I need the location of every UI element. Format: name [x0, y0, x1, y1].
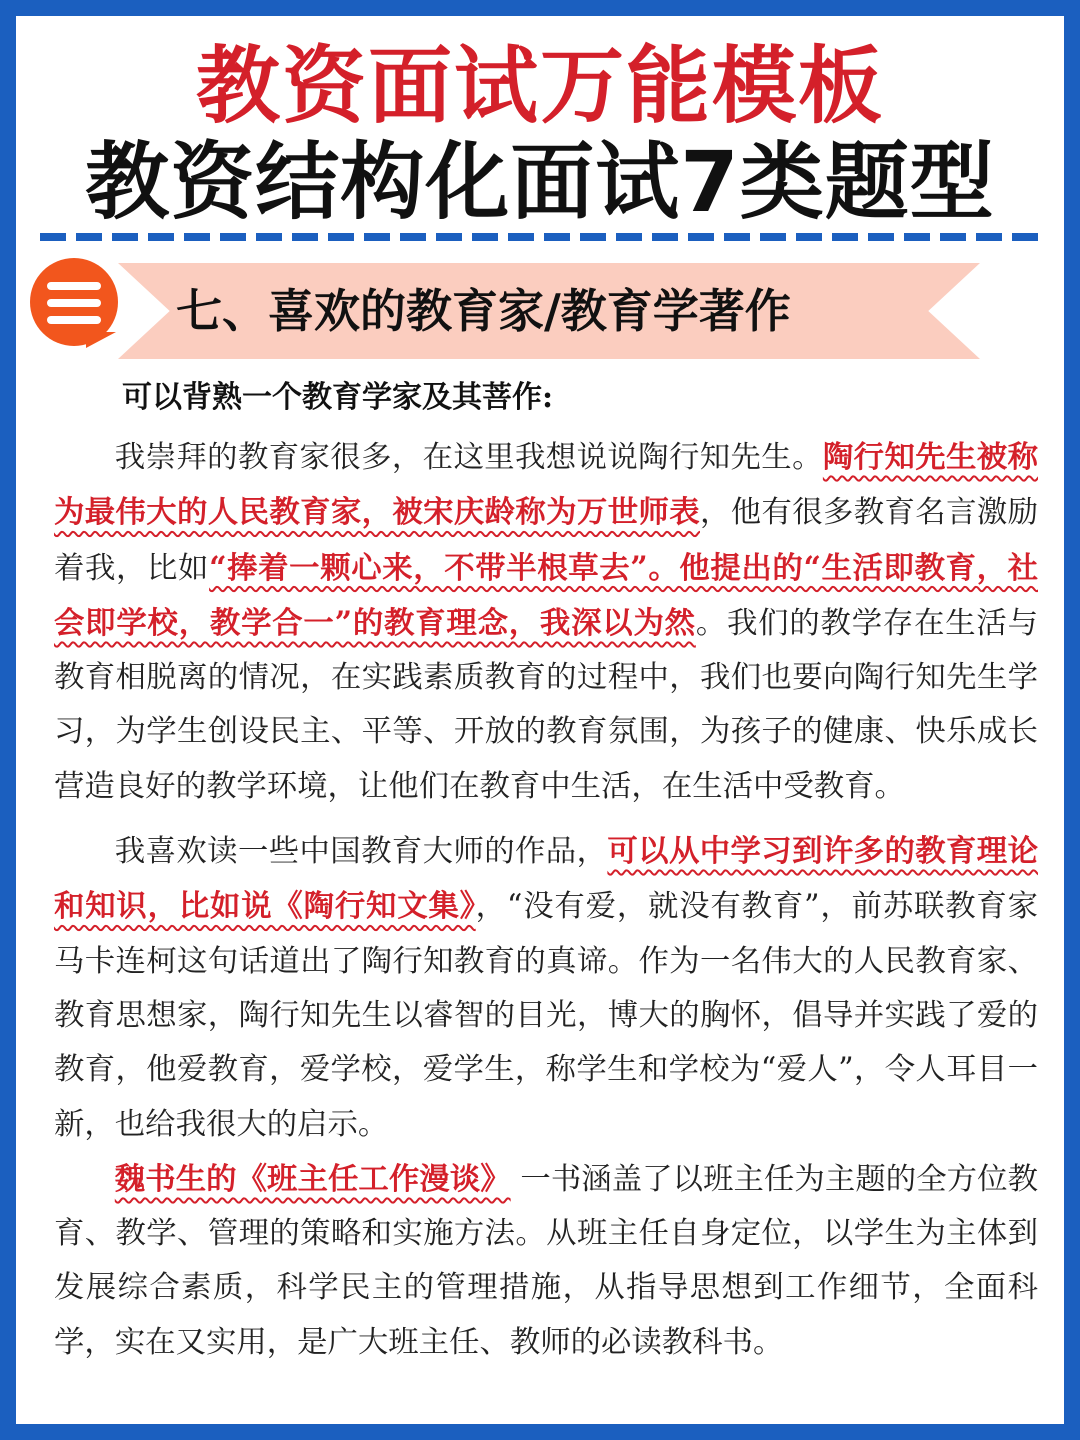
paragraph-2: [54, 824, 1038, 1152]
text-segment: ，“没有爱，就没有教育”，前苏联教育家马卡连柯这句话道出了陶行知教育的真谛。作为一名伟大的人民教育家、教育思想家，陶行知先生以睿智的目光，博大的胸怀，倡导并实践了爱的教育，他爱教育，爱学校，爱学生，称学生和学校为“爱人”，令人耳目一新，也给我很大的启示。: [54, 889, 1038, 1142]
highlight-segment: “捧着一颗心来，不带半根草去”。他提出的“生活即教育，社会即学校，教学合一”的教育理念，我深以为然: [54, 549, 1038, 641]
page-frame: [16, 16, 1064, 1424]
dashed-divider: [40, 233, 1040, 241]
text-segment: 我崇拜的教育家很多，在这里我想说说陶行知先生。: [114, 440, 823, 475]
text-segment: 。我们的教学存在生活与教育相脱离的情况，在实践素质教育的过程中，我们也要向陶行知先生学习，为学生创设民主、平等、开放的教育氛围，为孩子的健康、快乐成长营造良好的教学环境，让他们在教育中生活，在生活中受教育。: [54, 605, 1038, 804]
highlight-segment: 可以从中学习到许多的教育理论和知识，比如说《陶行知文集》: [54, 833, 1038, 925]
highlight-segment: 魏书生的《班主任工作漫谈》: [114, 1160, 511, 1197]
text-segment: 一书涵盖了以班主任为主题的全方位教育、教学、管理的策略和实施方法。从班主任自身定位，以学生为主体到发展综合素质，科学民主的管理措施，从指导思想到工作细节，全面科学，实在又实用，是广大班主任、教师的必读教科书。: [54, 1161, 1038, 1360]
article-body: [54, 430, 1038, 1370]
menu-bars-icon: [47, 282, 101, 333]
paragraph-1: [54, 430, 1038, 814]
sub-title: 教资结构化面试7类题型: [85, 133, 995, 231]
main-title: 教资面试万能模板: [195, 37, 884, 135]
speech-bubble-tail-icon: [86, 332, 116, 348]
text-segment: 我喜欢读一些中国教育大师的作品，: [114, 834, 608, 870]
paragraph-3: [54, 1152, 1038, 1370]
highlight-segment: 陶行知先生被称为最伟大的人民教育家，被宋庆龄称为万世师表: [54, 439, 1038, 531]
intro-line: 可以背熟一个教育学家及其菩作:: [122, 380, 554, 415]
section-heading: 七、喜欢的教育家/教育学著作: [176, 284, 791, 338]
text-segment: ，他有很多教育名言激励着我，比如: [54, 495, 1038, 586]
